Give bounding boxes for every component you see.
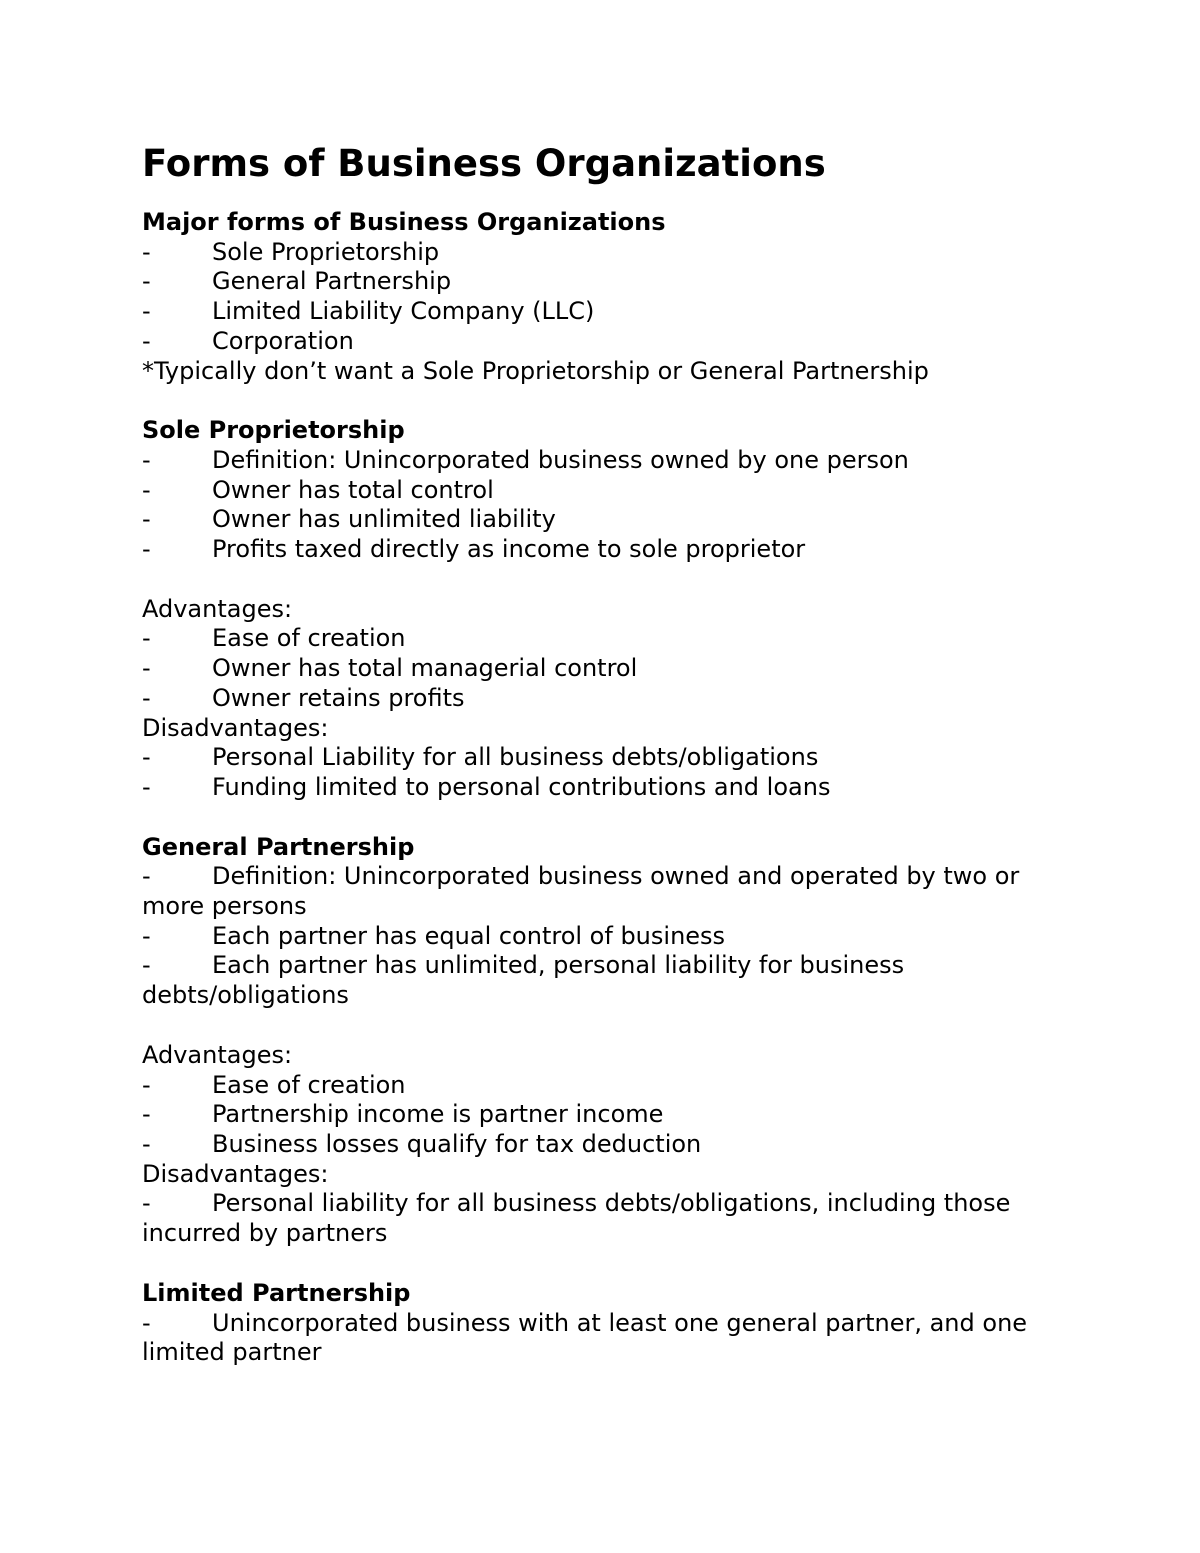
section-general-partnership: [142, 833, 1062, 1011]
list-item-text: Owner retains profits: [212, 683, 465, 712]
list-item: [142, 238, 1062, 268]
document-title: Forms of Business Organizations: [142, 142, 826, 185]
list-item-text: Definition: Unincorporated business owned and operated by two or more persons: [142, 862, 1020, 921]
list-item: [142, 476, 1062, 506]
list-item-text: Each partner has unlimited, personal liability for business debts/obligations: [142, 951, 905, 1010]
list-item-text: Business losses qualify for tax deduction: [212, 1129, 702, 1158]
major-forms-list: [142, 238, 1062, 357]
bullet-dash: -: [142, 624, 151, 653]
list-item-text: Profits taxed directly as income to sole proprietor: [212, 535, 806, 564]
list-item: [142, 1189, 1062, 1248]
list-item-text: Personal Liability for all business debts/obligations: [212, 743, 819, 772]
sole-disadvantages-list: [142, 743, 1062, 802]
section-heading: Major forms of Business Organizations: [142, 208, 666, 236]
section-heading: Sole Proprietorship: [142, 416, 405, 445]
section-heading: General Partnership: [142, 832, 415, 861]
general-disadvantages-list: [142, 1189, 1062, 1248]
bullet-dash: -: [142, 237, 151, 266]
section-heading: Limited Partnership: [142, 1278, 411, 1307]
bullet-dash: -: [142, 1129, 151, 1158]
list-item: [142, 743, 1062, 773]
list-item: [142, 327, 1062, 357]
advantages-label: Advantages:: [142, 594, 293, 623]
major-forms-note: *Typically don’t want a Sole Proprietorship or General Partnership: [142, 356, 929, 385]
list-item: [142, 1130, 1062, 1160]
list-item: [142, 1100, 1062, 1130]
list-item-text: Personal liability for all business debts/obligations, including those incurred by partners: [142, 1189, 1011, 1248]
bullet-dash: -: [142, 445, 151, 474]
general-advantages-list: [142, 1071, 1062, 1160]
section-limited-partnership: [142, 1279, 1062, 1368]
list-item: [142, 922, 1062, 952]
list-item: [142, 1309, 1062, 1368]
list-item: [142, 951, 1062, 1010]
bullet-dash: -: [142, 1070, 151, 1099]
bullet-dash: -: [142, 921, 151, 950]
bullet-dash: -: [142, 326, 151, 355]
advantages-label: Advantages:: [142, 1040, 293, 1069]
bullet-dash: -: [142, 683, 151, 712]
list-item: [142, 624, 1062, 654]
disadvantages-label: Disadvantages:: [142, 713, 329, 742]
section-major-forms: [142, 208, 1062, 386]
list-item-text: Partnership income is partner income: [212, 1100, 664, 1129]
list-item: [142, 684, 1062, 714]
sole-advantages-list: [142, 624, 1062, 713]
section-sole-pros-cons: [142, 595, 1062, 803]
list-item: [142, 267, 1062, 297]
list-item-text: Limited Liability Company (LLC): [212, 297, 595, 326]
disadvantages-label: Disadvantages:: [142, 1159, 329, 1188]
list-item-text: Definition: Unincorporated business owned by one person: [212, 445, 909, 474]
bullet-dash: -: [142, 297, 151, 326]
document-page: [142, 140, 1062, 1398]
list-item-text: Ease of creation: [212, 1070, 406, 1099]
list-item-text: Funding limited to personal contributions and loans: [212, 772, 831, 801]
general-definition-list: [142, 862, 1062, 1011]
list-item-text: Corporation: [212, 326, 354, 355]
bullet-dash: -: [142, 267, 151, 296]
list-item: [142, 773, 1062, 803]
list-item: [142, 297, 1062, 327]
bullet-dash: -: [142, 535, 151, 564]
bullet-dash: -: [142, 1100, 151, 1129]
list-item: [142, 535, 1062, 565]
sole-definition-list: [142, 446, 1062, 565]
bullet-dash: -: [142, 1189, 151, 1218]
list-item-text: Owner has total managerial control: [212, 654, 638, 683]
bullet-dash: -: [142, 743, 151, 772]
list-item: [142, 1071, 1062, 1101]
bullet-dash: -: [142, 475, 151, 504]
list-item-text: Each partner has equal control of business: [212, 921, 726, 950]
section-general-pros-cons: [142, 1041, 1062, 1249]
list-item-text: Ease of creation: [212, 624, 406, 653]
limited-definition-list: [142, 1309, 1062, 1368]
list-item-text: Sole Proprietorship: [212, 237, 440, 266]
list-item-text: Owner has total control: [212, 475, 494, 504]
bullet-dash: -: [142, 951, 151, 980]
list-item: [142, 505, 1062, 535]
list-item: [142, 862, 1062, 921]
list-item-text: Unincorporated business with at least one general partner, and one limited partner: [142, 1308, 1028, 1367]
list-item: [142, 654, 1062, 684]
bullet-dash: -: [142, 862, 151, 891]
section-sole-proprietorship: [142, 416, 1062, 565]
list-item: [142, 446, 1062, 476]
bullet-dash: -: [142, 505, 151, 534]
bullet-dash: -: [142, 772, 151, 801]
bullet-dash: -: [142, 1308, 151, 1337]
list-item-text: General Partnership: [212, 267, 452, 296]
list-item-text: Owner has unlimited liability: [212, 505, 556, 534]
bullet-dash: -: [142, 654, 151, 683]
